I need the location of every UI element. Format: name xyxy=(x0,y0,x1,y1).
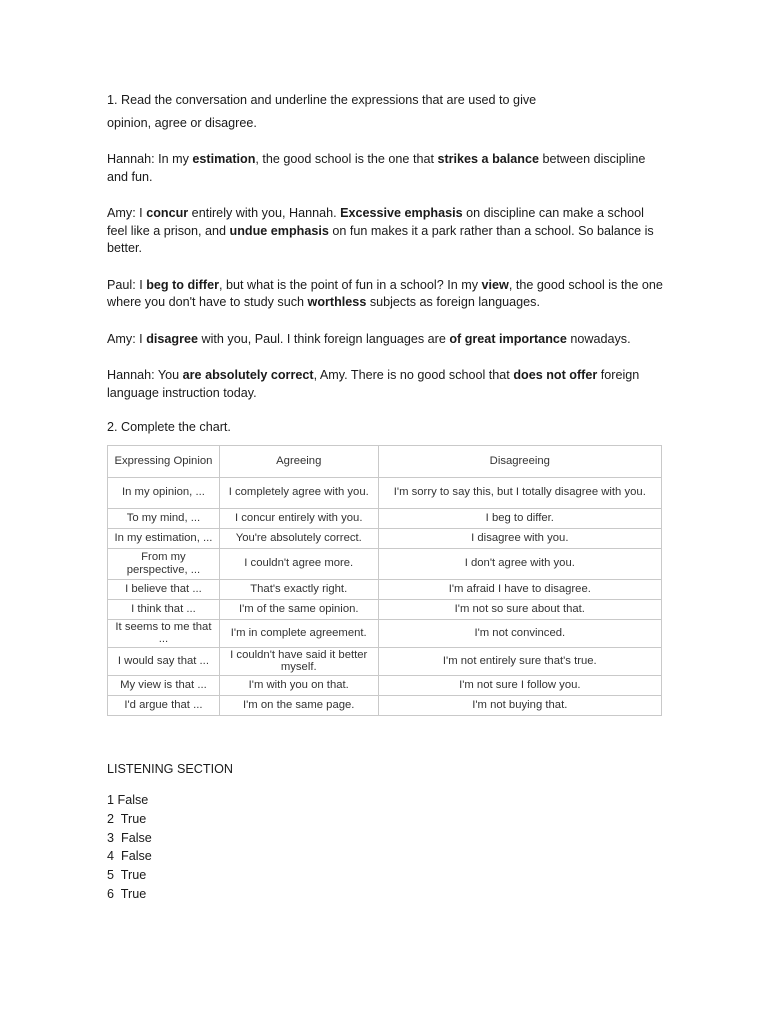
opinion-cell: My view is that ... xyxy=(108,675,220,695)
disagreeing-cell: I'm not convinced. xyxy=(378,619,661,647)
key-expression: estimation xyxy=(192,152,256,166)
dialogue-text: , the good school is the one where you don't have to study such xyxy=(107,277,663,309)
dialogue-text: In my xyxy=(154,152,193,166)
agreeing-cell: I completely agree with you. xyxy=(219,477,378,508)
disagreeing-cell: I'm not sure I follow you. xyxy=(378,675,661,695)
dialogue-text: entirely with you, Hannah. xyxy=(188,206,341,220)
header-expressing-opinion: Expressing Opinion xyxy=(108,445,220,477)
listening-answers xyxy=(107,791,667,904)
speaker-name: Amy: xyxy=(107,206,136,220)
opinion-cell: In my estimation, ... xyxy=(108,528,220,548)
chart-row xyxy=(108,528,662,548)
answer-item: 2 True xyxy=(107,811,147,826)
key-expression: concur xyxy=(146,206,189,220)
disagreeing-cell: I'm not so sure about that. xyxy=(378,599,661,619)
chart-row xyxy=(108,619,662,647)
disagreeing-cell: I beg to differ. xyxy=(378,508,661,528)
opinion-cell: I'd argue that ... xyxy=(108,695,220,715)
disagreeing-cell: I'm afraid I have to disagree. xyxy=(378,579,661,599)
key-expression: undue emphasis xyxy=(229,223,329,238)
disagreeing-cell: I'm not entirely sure that's true. xyxy=(378,647,661,675)
question-1-line-2: opinion, agree or disagree. xyxy=(107,115,257,130)
agreeing-cell: I couldn't agree more. xyxy=(219,548,378,579)
dialogue-text: subjects as foreign languages. xyxy=(366,295,540,309)
chart-row xyxy=(108,695,662,715)
chart-row xyxy=(108,548,662,579)
agreeing-cell: I couldn't have said it better myself. xyxy=(219,647,378,675)
key-expression: disagree xyxy=(146,331,198,346)
key-expression: beg to differ xyxy=(146,277,219,292)
key-expression: view xyxy=(481,277,509,292)
dialogue-text: , the good school is the one that xyxy=(255,152,438,166)
header-disagreeing: Disagreeing xyxy=(378,445,661,477)
dialogue-text: I xyxy=(135,277,147,292)
dialogue-text: nowadays. xyxy=(566,331,631,346)
speaker-name: Hannah: xyxy=(107,368,155,382)
speaker-name: Paul: xyxy=(107,277,136,292)
agreeing-cell: I'm of the same opinion. xyxy=(219,599,378,619)
disagreeing-cell: I disagree with you. xyxy=(378,528,661,548)
dialogue-text: on fun makes it a park rather than a school. So balance is better. xyxy=(107,223,654,255)
agreeing-cell: I'm with you on that. xyxy=(219,675,378,695)
dialogue-line xyxy=(107,331,667,349)
chart-row xyxy=(108,647,662,675)
opinion-cell: It seems to me that ... xyxy=(108,619,220,647)
header-agreeing: Agreeing xyxy=(219,445,378,477)
answer-item: 1 False xyxy=(107,793,149,807)
chart-row xyxy=(108,599,662,619)
disagreeing-cell: I don't agree with you. xyxy=(378,548,661,579)
key-expression: worthless xyxy=(307,295,367,309)
answer-item: 3 False xyxy=(107,830,152,845)
opinion-cell: I believe that ... xyxy=(108,579,220,599)
answer-item: 4 False xyxy=(107,849,152,864)
dialogue-text: between discipline and fun. xyxy=(107,152,646,184)
agreeing-cell: I'm on the same page. xyxy=(219,695,378,715)
dialogue-line xyxy=(107,277,667,312)
opinion-chart xyxy=(107,445,662,716)
answer-item: 6 True xyxy=(107,886,147,901)
chart-row xyxy=(108,477,662,508)
dialogue-text: I xyxy=(135,331,147,346)
dialogue-text: , Amy. There is no good school that xyxy=(313,368,514,382)
dialogue-text: You xyxy=(154,368,183,382)
chart-header-row xyxy=(108,445,662,477)
chart-row xyxy=(108,675,662,695)
dialogue-text: foreign language instruction today. xyxy=(107,368,640,400)
document-page xyxy=(107,92,667,904)
key-expression: are absolutely correct xyxy=(182,368,314,382)
disagreeing-cell: I'm not buying that. xyxy=(378,695,661,715)
agreeing-cell: I'm in complete agreement. xyxy=(219,619,378,647)
dialogue-line xyxy=(107,151,667,186)
opinion-cell: From my perspective, ... xyxy=(108,548,220,579)
opinion-cell: I think that ... xyxy=(108,599,220,619)
dialogue-text: , but what is the point of fun in a school? In my xyxy=(218,277,482,292)
dialogue-text: on discipline can make a school feel like a prison, and xyxy=(107,206,644,238)
disagreeing-cell: I'm sorry to say this, but I totally disagree with you. xyxy=(378,477,661,508)
speaker-name: Hannah: xyxy=(107,152,155,166)
question-2: 2. Complete the chart. xyxy=(107,420,231,434)
chart-row xyxy=(108,508,662,528)
answer-item: 5 True xyxy=(107,868,147,883)
listening-title: LISTENING SECTION xyxy=(107,761,233,776)
dialogue-text: with you, Paul. I think foreign languages are xyxy=(198,331,450,346)
key-expression: Excessive emphasis xyxy=(340,206,463,220)
question-1-line-1: 1. Read the conversation and underline the expressions that are used to give xyxy=(107,93,537,107)
opinion-cell: In my opinion, ... xyxy=(108,477,220,508)
dialogue-line xyxy=(107,367,667,402)
key-expression: of great importance xyxy=(449,331,567,346)
dialogue-line xyxy=(107,205,667,258)
key-expression: does not offer xyxy=(513,368,598,382)
agreeing-cell: I concur entirely with you. xyxy=(219,508,378,528)
agreeing-cell: That's exactly right. xyxy=(219,579,378,599)
agreeing-cell: You're absolutely correct. xyxy=(219,528,378,548)
dialogue-text: I xyxy=(135,206,147,220)
opinion-cell: To my mind, ... xyxy=(108,508,220,528)
speaker-name: Amy: xyxy=(107,331,136,346)
chart-row xyxy=(108,579,662,599)
key-expression: strikes a balance xyxy=(437,152,539,166)
dialogue xyxy=(107,132,667,402)
opinion-cell: I would say that ... xyxy=(108,647,220,675)
